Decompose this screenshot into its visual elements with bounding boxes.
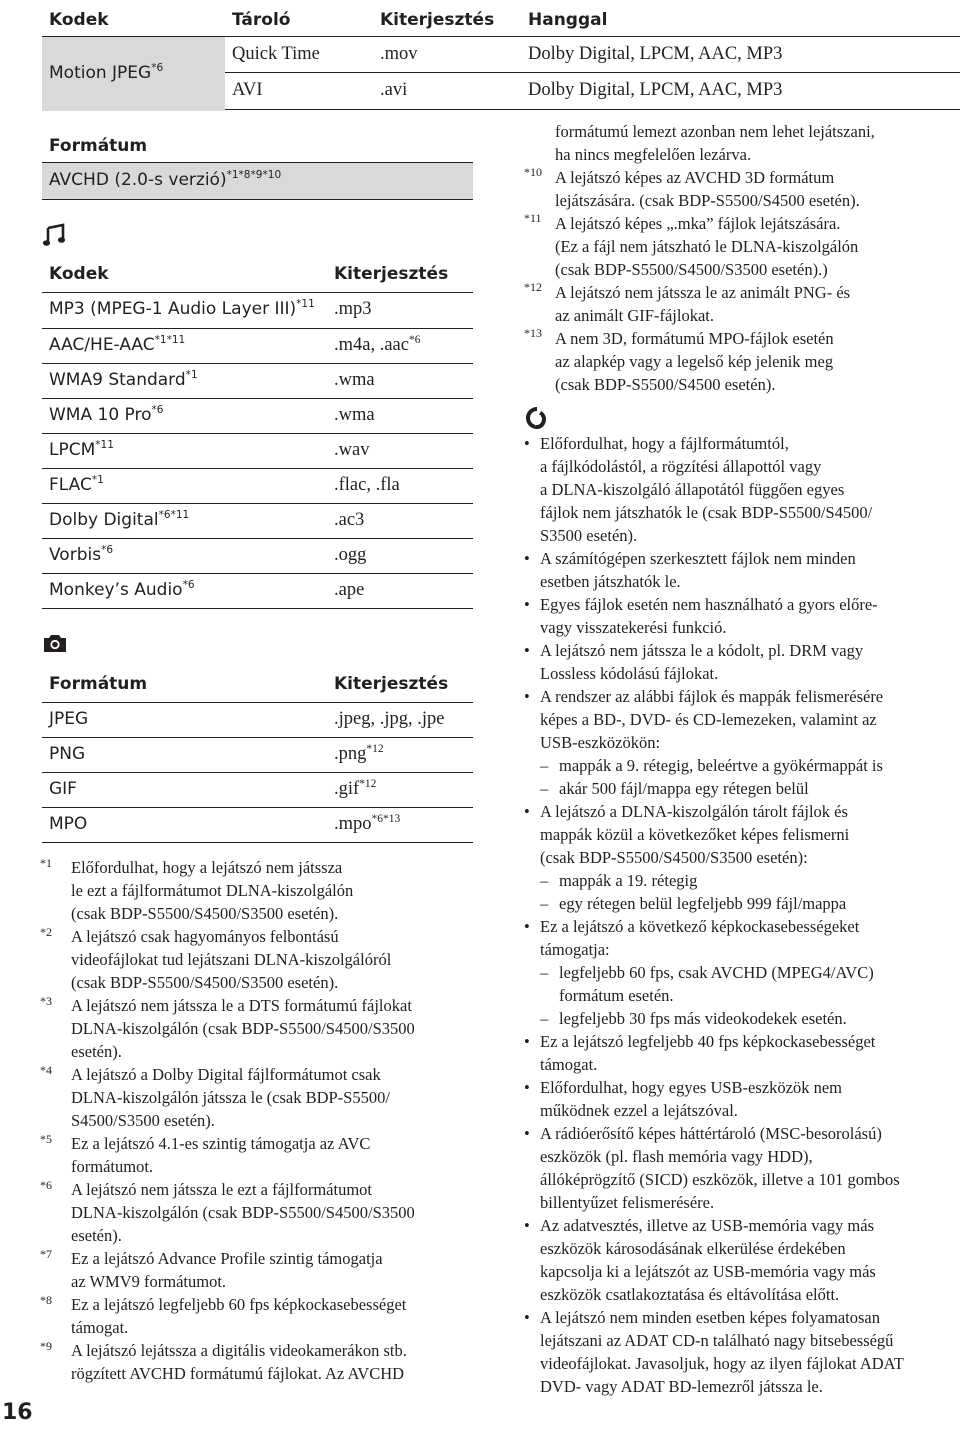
note-line: A számítógépen szerkesztett fájlok nem minden: [540, 549, 856, 568]
note-line: A rendszer az alábbi fájlok és mappák felismerésére: [540, 687, 884, 706]
column-header: Hanggal: [528, 10, 608, 30]
table-row: [42, 293, 473, 329]
footnote-reference: *1: [185, 369, 198, 382]
bullet-icon: •: [524, 434, 530, 453]
note-line: formátum esetén.: [559, 986, 674, 1005]
note-line: Egyes fájlok esetén nem használható a gyors előre-: [540, 595, 878, 614]
extension-cell: .jpeg, .jpg, .jpe: [334, 709, 445, 729]
codec-cell: Dolby Digital$^{*6*11}$: [49, 509, 190, 530]
note-line: kapcsolja ki a lejátszót az USB-memória vagy más: [540, 1262, 876, 1281]
table-row: [42, 434, 473, 469]
column-header: Kiterjesztés: [334, 674, 449, 694]
dash-icon: –: [540, 756, 549, 775]
footnote-line: DLNA-kiszolgálón játssza le (csak BDP-S5500/: [71, 1088, 390, 1107]
table-row: [42, 504, 473, 539]
music-note-icon: [42, 222, 68, 248]
footnote-line: formátumot.: [71, 1157, 154, 1176]
footnote-mark: *4: [40, 1063, 52, 1077]
footnote-text: [71, 1247, 491, 1293]
bullet-icon: •: [524, 917, 530, 936]
container-cell: AVI: [232, 80, 263, 100]
footnote-line: rögzített AVCHD formátumú fájlokat. Az AVCHD: [71, 1364, 405, 1383]
footnote-line: támogat.: [71, 1318, 129, 1337]
note-line: Ez a lejátszó a következő képkockasebességeket: [540, 917, 860, 936]
extension-cell: .avi: [380, 80, 408, 100]
table-row: [42, 738, 473, 773]
footnote-line: DLNA-kiszolgálón (csak BDP-S5500/S4500/S3500: [71, 1019, 415, 1038]
extension-cell: .ac3: [334, 510, 365, 530]
note-text: [559, 892, 944, 915]
bullet-icon: •: [524, 1216, 530, 1235]
note-line: legfeljebb 60 fps, csak AVCHD (MPEG4/AVC): [559, 963, 874, 982]
note-line: egy rétegen belül legfeljebb 999 fájl/mappa: [559, 894, 847, 913]
footnote-line: (csak BDP-S5500/S4500/S3500 esetén).: [71, 973, 339, 992]
column-header: Kiterjesztés: [334, 264, 449, 284]
note-line: vagy visszatekerési funkció.: [540, 618, 727, 637]
codec-cell: Monkey’s Audio$^{*6}$: [49, 579, 195, 600]
extension-cell: .flac, .fla: [334, 475, 400, 495]
table-row: [42, 773, 473, 808]
note-text: [540, 1122, 950, 1214]
codec-cell: FLAC$^{*1}$: [49, 474, 104, 495]
note-line: támogat.: [540, 1055, 598, 1074]
note-line: Ez a lejátszó legfeljebb 40 fps képkockasebességet: [540, 1032, 876, 1051]
dash-icon: –: [540, 1009, 549, 1028]
footnote-text: [71, 1063, 491, 1132]
table-header: [42, 130, 473, 163]
footnote-text: [71, 1339, 491, 1385]
footnote-line: Ez a lejátszó 4.1-es szintig támogatja az AVC: [71, 1134, 371, 1153]
note-line: billentyűzet felismerésére.: [540, 1193, 715, 1212]
footnote-line: formátumú lemezt azonban nem lehet lejátszani,: [555, 122, 875, 141]
footnote-reference: *12: [359, 777, 377, 790]
note-line: DVD- vagy ADAT BD-lemezről játssza le.: [540, 1377, 823, 1396]
footnote-line: Előfordulhat, hogy a lejátszó nem játssza: [71, 858, 343, 877]
footnote-mark: *7: [40, 1247, 52, 1261]
table-row: [225, 37, 960, 73]
footnote-text: [71, 1293, 491, 1339]
note-line: fájlok nem játszhatók le (csak BDP-S5500/S4500/: [540, 503, 873, 522]
dash-icon: –: [540, 871, 549, 890]
extension-cell: .m4a, .aac$^{*6}$: [334, 333, 421, 355]
format-cell: PNG: [49, 744, 86, 764]
note-text: [540, 1030, 950, 1076]
note-line: működnek ezzel a lejátszóval.: [540, 1101, 738, 1120]
dash-icon: –: [540, 963, 549, 982]
format-cell: MPO: [49, 814, 88, 834]
camera-icon: [42, 630, 68, 656]
column-header: Kiterjesztés: [380, 10, 495, 30]
footnote-line: A lejátszó a Dolby Digital fájlformátumot csak: [71, 1065, 381, 1084]
footnote-line: A lejátszó képes „.mka” fájlok lejátszására.: [555, 214, 841, 233]
note-line: eszközök (pl. flash memória vagy HDD),: [540, 1147, 813, 1166]
footnote-mark: *8: [40, 1293, 52, 1307]
footnote-reference: *1*11: [154, 334, 186, 347]
footnote-reference: *6: [151, 404, 164, 417]
note-line: Előfordulhat, hogy egyes USB-eszközök nem: [540, 1078, 842, 1097]
footnote-reference: *6*13: [371, 812, 401, 825]
table-row: [225, 73, 960, 110]
footnote-reference: *6: [101, 544, 114, 557]
footnote-text: [71, 856, 491, 925]
table-row: [42, 574, 473, 609]
footnote-line: az WMV9 formátumot.: [71, 1272, 227, 1291]
footnote-line: esetén).: [71, 1226, 122, 1245]
footnote-line: esetén).: [71, 1042, 122, 1061]
footnote-mark: *9: [40, 1339, 52, 1353]
codec-cell: WMA 10 Pro$^{*6}$: [49, 404, 164, 425]
note-line: S3500 esetén).: [540, 526, 638, 545]
footnote-mark: *3: [40, 994, 52, 1008]
extension-cell: .gif$^{*12}$: [334, 777, 377, 799]
table-row: [42, 364, 473, 399]
footnote-mark: *13: [524, 326, 542, 340]
footnote-line: (Ez a fájl nem játszható le DLNA-kiszolgálón: [555, 237, 859, 256]
note-line: támogatja:: [540, 940, 610, 959]
note-line: Az adatvesztés, illetve az USB-memória vagy más: [540, 1216, 875, 1235]
note-line: a DLNA-kiszolgáló állapotától függően egyes: [540, 480, 845, 499]
table-row: [42, 163, 473, 200]
note-text: [559, 869, 944, 892]
footnote-line: A nem 3D, formátumú MPO-fájlok esetén: [555, 329, 834, 348]
note-line: A rádióerősítő képes háttértároló (MSC-besorolású): [540, 1124, 882, 1143]
table-row: [42, 469, 473, 504]
extension-cell: .wma: [334, 405, 375, 425]
dash-icon: –: [540, 779, 549, 798]
bullet-icon: •: [524, 595, 530, 614]
dash-icon: –: [540, 894, 549, 913]
footnote-line: Ez a lejátszó legfeljebb 60 fps képkockasebességet: [71, 1295, 407, 1314]
note-text: [540, 1306, 950, 1398]
table-row: [42, 329, 473, 364]
bullet-icon: •: [524, 1124, 530, 1143]
table-row: [42, 703, 473, 738]
footnote-line: lejátszására. (csak BDP-S5500/S4500 esetén).: [555, 191, 860, 210]
audio-cell: Dolby Digital, LPCM, AAC, MP3: [528, 80, 783, 100]
note-line: (csak BDP-S5500/S4500/S3500 esetén):: [540, 848, 808, 867]
bullet-icon: •: [524, 687, 530, 706]
footnote-line: A lejátszó nem játssza le ezt a fájlformátumot: [71, 1180, 373, 1199]
footnote-reference: *12: [366, 742, 384, 755]
note-text: [559, 1007, 944, 1030]
footnote-text: [71, 1132, 491, 1178]
footnote-mark: *11: [524, 211, 542, 225]
note-line: mappák a 19. rétegig: [559, 871, 698, 890]
video-table-header: [42, 4, 960, 37]
footnote-line: A lejátszó lejátssza a digitális videokamerákon stb.: [71, 1341, 407, 1360]
note-text: [540, 593, 950, 639]
note-line: a fájlkódolástól, a rögzítési állapottól vagy: [540, 457, 822, 476]
footnote-line: A lejátszó csak hagyományos felbontású: [71, 927, 339, 946]
note-icon: [524, 406, 548, 430]
footnote-reference: *6: [409, 333, 421, 346]
footnote-line: az animált GIF-fájlokat.: [555, 306, 714, 325]
video-format-table: [42, 4, 960, 111]
footnote-text: [71, 1178, 491, 1247]
note-text: [540, 1076, 950, 1122]
note-text: [540, 639, 950, 685]
photo-format-table: [42, 668, 473, 843]
note-line: A lejátszó a DLNA-kiszolgálón tárolt fájlok és: [540, 802, 848, 821]
footnote-line: A lejátszó nem játssza le az animált PNG- és: [555, 283, 851, 302]
note-line: legfeljebb 30 fps más videokodekek esetén.: [559, 1009, 847, 1028]
note-text: [540, 915, 950, 961]
note-line: A lejátszó nem játssza le a kódolt, pl. DRM vagy: [540, 641, 864, 660]
note-text: [540, 685, 950, 754]
footnote-line: Ez a lejátszó Advance Profile szintig támogatja: [71, 1249, 383, 1268]
footnote-reference: *6: [182, 579, 195, 592]
table-row: [42, 808, 473, 843]
footnote-line: az alapkép vagy a legelső kép jelenik meg: [555, 352, 834, 371]
page-number: 16: [2, 1400, 33, 1425]
footnote-text: [71, 994, 491, 1063]
extension-cell: .mpo$^{*6*13}$: [334, 812, 401, 834]
bullet-icon: •: [524, 1032, 530, 1051]
footnote-line: videofájlokat tud lejátszani DLNA-kiszolgálóról: [71, 950, 392, 969]
note-line: lejátszani az ADAT CD-n található nagy bitsebességű: [540, 1331, 894, 1350]
footnote-reference: *1: [91, 474, 104, 487]
footnote-line: S4500/S3500 esetén).: [71, 1111, 215, 1130]
footnote-line: ha nincs megfelelően lezárva.: [555, 145, 752, 164]
format-cell: GIF: [49, 779, 77, 799]
column-header: Formátum: [49, 674, 148, 694]
footnote-mark: *10: [524, 165, 542, 179]
footnote-reference: *11: [296, 298, 315, 311]
footnote-line: le ezt a fájlformátumot DLNA-kiszolgálón: [71, 881, 354, 900]
note-text: [559, 961, 944, 1007]
avchd-format-table: [42, 130, 473, 200]
footnote-reference: *6*11: [158, 509, 190, 522]
extension-cell: .ogg: [334, 545, 367, 565]
bullet-icon: •: [524, 1308, 530, 1327]
extension-cell: .ape: [334, 580, 365, 600]
extension-cell: .png$^{*12}$: [334, 742, 384, 764]
note-text: [540, 800, 950, 869]
note-text: [540, 432, 950, 547]
footnote-mark: *12: [524, 280, 542, 294]
footnote-line: (csak BDP-S5500/S4500 esetén).: [555, 375, 776, 394]
note-line: mappák közül a következőket képes felismerni: [540, 825, 850, 844]
codec-cell: WMA9 Standard$^{*1}$: [49, 369, 198, 390]
table-row: [42, 539, 473, 574]
footnote-line: (csak BDP-S5500/S4500/S3500 esetén).): [555, 260, 828, 279]
note-line: A lejátszó nem minden esetben képes folyamatosan: [540, 1308, 880, 1327]
note-line: eszközök csatlakoztatása és eltávolítása előtt.: [540, 1285, 840, 1304]
note-line: mappák a 9. rétegig, beleértve a gyökérmappát is: [559, 756, 883, 775]
bullet-icon: •: [524, 641, 530, 660]
note-line: eszközök károsodásának elkerülése érdekében: [540, 1239, 846, 1258]
column-header: Tároló: [232, 10, 291, 30]
footnote-mark: *1: [40, 856, 52, 870]
footnote-mark: *6: [40, 1178, 52, 1192]
codec-cell: AAC/$HE-AAC^{*1*11}$: [49, 334, 186, 355]
container-cell: Quick Time: [232, 44, 320, 64]
table-row: [42, 399, 473, 434]
note-line: akár 500 fájl/mappa egy rétegen belül: [559, 779, 809, 798]
footnote-mark: *2: [40, 925, 52, 939]
bullet-icon: •: [524, 802, 530, 821]
note-line: képes a BD-, DVD- és CD-lemezeken, valamint az: [540, 710, 877, 729]
bullet-icon: •: [524, 549, 530, 568]
audio-cell: Dolby Digital, LPCM, AAC, MP3: [528, 44, 783, 64]
footnote-line: DLNA-kiszolgálón (csak BDP-S5500/S4500/S3500: [71, 1203, 415, 1222]
codec-cell: LPCM$^{*11}$: [49, 439, 114, 460]
codec-name: Motion JPEG$^{*6}$: [49, 62, 164, 83]
column-header: Formátum: [49, 136, 148, 156]
note-text: [540, 1214, 950, 1306]
extension-cell: .mp3: [334, 299, 372, 319]
footnote-line: A lejátszó nem játssza le a DTS formátumú fájlokat: [71, 996, 412, 1015]
music-format-table: [42, 258, 473, 609]
footnote-line: (csak BDP-S5500/S4500/S3500 esetén).: [71, 904, 339, 923]
note-text: [559, 754, 944, 777]
codec-cell: MP3 (MPEG-1 Audio Layer III)$^{*11}$: [49, 298, 315, 319]
footnote-reference: *11: [95, 439, 114, 452]
column-header: Kodek: [49, 10, 109, 30]
video-table-body: [42, 37, 960, 111]
footnote-text: [71, 925, 491, 994]
codec-cell: Vorbis$^{*6}$: [49, 544, 114, 565]
footnote-mark: *5: [40, 1132, 52, 1146]
footnote-line: A lejátszó képes az AVCHD 3D formátum: [555, 168, 835, 187]
note-text: [540, 547, 950, 593]
extension-cell: .wav: [334, 440, 370, 460]
note-line: esetben játszhatók le.: [540, 572, 681, 591]
note-line: videofájlokat. Javasoljuk, hogy az ilyen fájlokat ADAT: [540, 1354, 904, 1373]
table-header: [42, 258, 473, 293]
note-line: Előfordulhat, hogy a fájlformátumtól,: [540, 434, 789, 453]
bullet-icon: •: [524, 1078, 530, 1097]
extension-cell: .wma: [334, 370, 375, 390]
note-line: állóképrögzítő (SICD) eszközök, illetve a 101 gombos: [540, 1170, 900, 1189]
note-text: [559, 777, 944, 800]
format-cell: AVCHD (2.0-s verzió)$^{*1*8*9*10}$: [49, 169, 282, 190]
format-cell: JPEG: [49, 709, 89, 729]
table-header: [42, 668, 473, 703]
extension-cell: .mov: [380, 44, 418, 64]
note-line: USB-eszközökön:: [540, 733, 661, 752]
column-header: Kodek: [49, 264, 109, 284]
note-line: Lossless kódolású fájlokat.: [540, 664, 719, 683]
